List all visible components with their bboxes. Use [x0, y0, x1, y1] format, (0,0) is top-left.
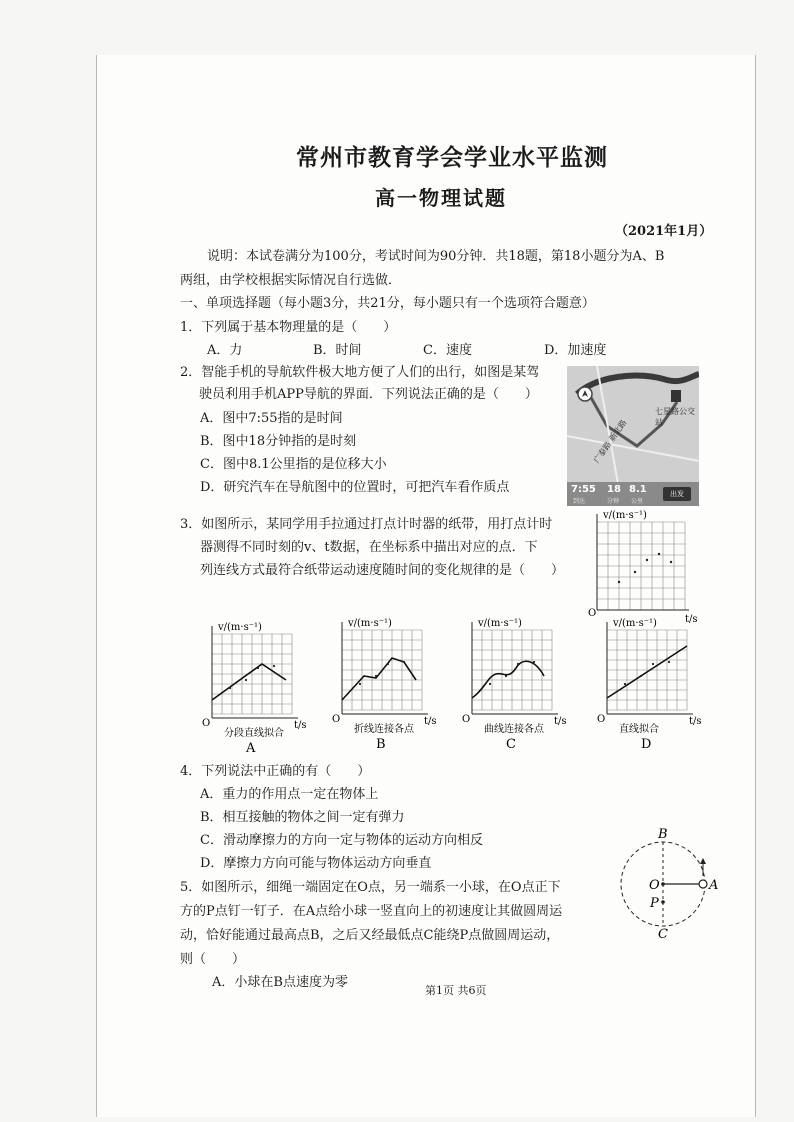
origin-label: O: [202, 718, 211, 729]
q2-option-a: A．图中7:55指的是时间: [200, 411, 343, 426]
q3-stem-line-3: 列连线方式最符合纸带运动速度随时间的变化规律的是（ ）: [200, 563, 565, 578]
q2-option-c: C．图中8.1公里指的是位移大小: [200, 457, 387, 472]
axis-v-label: v/(m·s⁻¹): [478, 618, 522, 629]
velocity-arrowhead: [700, 858, 706, 864]
q2-stem-line-1: 2．智能手机的导航软件极大地方便了人们的出行，如图是某驾: [180, 365, 540, 380]
reference-points: [618, 553, 672, 583]
graph-caption: 直线拟合: [619, 724, 659, 735]
label-o: O: [649, 878, 660, 893]
map-place-label: 七星路公交站: [655, 407, 695, 427]
data-point: [624, 683, 626, 685]
data-point: [359, 683, 361, 685]
data-point: [245, 679, 247, 681]
point-p-nail: [661, 900, 665, 904]
q3-reference-graph: [585, 510, 698, 625]
graph-caption: 曲线连接各点: [484, 724, 544, 735]
q5-stem-line-1: 5．如图所示，细绳一端固定在O点，另一端系一小球，在O点正下: [180, 880, 561, 895]
graph-caption: 分段直线拟合: [224, 728, 284, 739]
instructions-line-2: 两组，由学校根据实际情况自行选做．: [180, 273, 402, 288]
q4-option-b: B．相互接触的物体之间一定有弹力: [200, 810, 405, 825]
axis-t-label: t/s: [689, 716, 702, 727]
data-point: [229, 687, 231, 689]
q1-option-a: A．力: [207, 343, 243, 358]
data-point: [273, 665, 275, 667]
axis-t-label: t/s: [554, 716, 567, 727]
q5-stem-line-4: 则（ ）: [180, 952, 246, 967]
point-o: [661, 882, 665, 886]
map-road-label: 广泰路 新北路: [592, 418, 629, 465]
reference-origin-label: O: [588, 608, 597, 619]
axis-t-label: t/s: [294, 720, 307, 731]
map-start-button: 出发: [663, 487, 691, 501]
paper-right-edge: [755, 55, 756, 1117]
data-point: [634, 571, 636, 573]
data-point: [517, 663, 519, 665]
q4-stem: 4．下列说法中正确的有（ ）: [180, 764, 371, 779]
ball-at-a: [699, 880, 707, 888]
label-b: B: [658, 827, 668, 842]
q1-stem: 1．下列属于基本物理量的是（ ）: [180, 320, 397, 335]
data-point: [489, 683, 491, 685]
q3-graph-c: [460, 618, 567, 752]
data-point: [375, 675, 377, 677]
data-point: [387, 663, 389, 665]
navigation-map-image: [567, 366, 699, 506]
q3-stem-line-2: 器测得不同时刻的v、t数据，在坐标系中描出对应的点．下: [200, 540, 538, 555]
map-stats-bar: [567, 482, 699, 506]
label-c: C: [658, 927, 668, 942]
map-arrival-time: 7:55: [571, 484, 596, 495]
fit-line: [472, 661, 544, 698]
origin-label: O: [597, 714, 606, 725]
axis-v-label: v/(m·s⁻¹): [613, 618, 657, 629]
page-footer: 第1页 共6页: [425, 984, 487, 997]
q4-option-d: D．摩擦力方向可能与物体运动方向垂直: [200, 856, 432, 871]
fit-line: [212, 664, 286, 700]
data-point: [658, 553, 660, 555]
q3-graph-a: [200, 622, 307, 756]
q5-stem-line-2: 方的P点钉一钉子．在A点给小球一竖直向上的初速度让其做圆周运: [180, 904, 563, 919]
exam-subtitle: 高一物理试题: [375, 186, 507, 210]
data-point: [403, 661, 405, 663]
map-duration-unit: 分钟: [607, 498, 620, 505]
graph-letter: A: [246, 741, 256, 756]
map-duration: 18: [607, 484, 621, 495]
axis-v-label: v/(m·s⁻¹): [218, 622, 262, 633]
label-a: A: [709, 878, 719, 893]
axis-v-label: v/(m·s⁻¹): [348, 618, 392, 629]
q5-option-a: A．小球在B点速度为零: [212, 975, 348, 990]
q1-option-c: C．速度: [423, 343, 472, 358]
q5-stem-line-3: 动，恰好能通过最高点B，之后又经最低点C能绕P点做圆周运动，: [180, 928, 560, 943]
q2-stem-line-2: 驶员利用手机APP导航的界面．下列说法正确的是（ ）: [199, 387, 538, 402]
map-distance-unit: 公里: [631, 498, 644, 505]
section-heading: 一、单项选择题（每小题3分，共21分，每小题只有一个选项符合题意）: [180, 296, 595, 311]
fit-line: [342, 658, 416, 700]
data-point: [618, 581, 620, 583]
data-point: [257, 667, 259, 669]
reference-grid: [597, 522, 685, 610]
data-point: [652, 663, 654, 665]
q3-graph-b: [330, 618, 437, 752]
instructions-line-1: 说明：本试卷满分为100分，考试时间为90分钟．共18题，第18小题分为A、B: [207, 249, 665, 264]
q4-option-a: A．重力的作用点一定在物体上: [200, 787, 379, 802]
graph-caption: 折线连接各点: [354, 724, 414, 735]
q2-option-d: D．研究汽车在导航图中的位置时，可把汽车看作质点: [200, 480, 510, 495]
label-p: P: [650, 896, 659, 911]
q4-option-c: C．滑动摩擦力的方向一定与物体的运动方向相反: [200, 833, 483, 848]
data-point: [640, 675, 642, 677]
reference-axis-v-label: v/(m·s⁻¹): [603, 510, 647, 521]
data-point: [505, 675, 507, 677]
q5-circle-figure: [615, 827, 719, 942]
exam-date: （2021年1月）: [615, 224, 713, 239]
q3-stem-line-1: 3．如图所示，某同学用手拉通过打点计时器的纸带，用打点计时: [180, 517, 553, 532]
exam-title: 常州市教育学会学业水平监测: [296, 144, 608, 171]
data-point: [668, 661, 670, 663]
data-point: [670, 561, 672, 563]
q3-graph-d: [595, 618, 702, 752]
paper-left-edge: [96, 55, 97, 1117]
q2-option-b: B．图中18分钟指的是时刻: [200, 434, 357, 449]
q1-option-b: B．时间: [313, 343, 362, 358]
data-point: [646, 559, 648, 561]
graph-letter: D: [641, 737, 652, 752]
axis-t-label: t/s: [424, 716, 437, 727]
q1-option-d: D．加速度: [544, 343, 607, 358]
data-point: [533, 661, 535, 663]
graph-letter: C: [506, 737, 516, 752]
origin-label: O: [332, 714, 341, 725]
reference-axis-t-label: t/s: [685, 614, 698, 625]
map-distance: 8.1: [629, 484, 647, 495]
graph-letter: B: [376, 737, 386, 752]
origin-label: O: [462, 714, 471, 725]
map-arrival-unit: 到达: [573, 498, 586, 505]
